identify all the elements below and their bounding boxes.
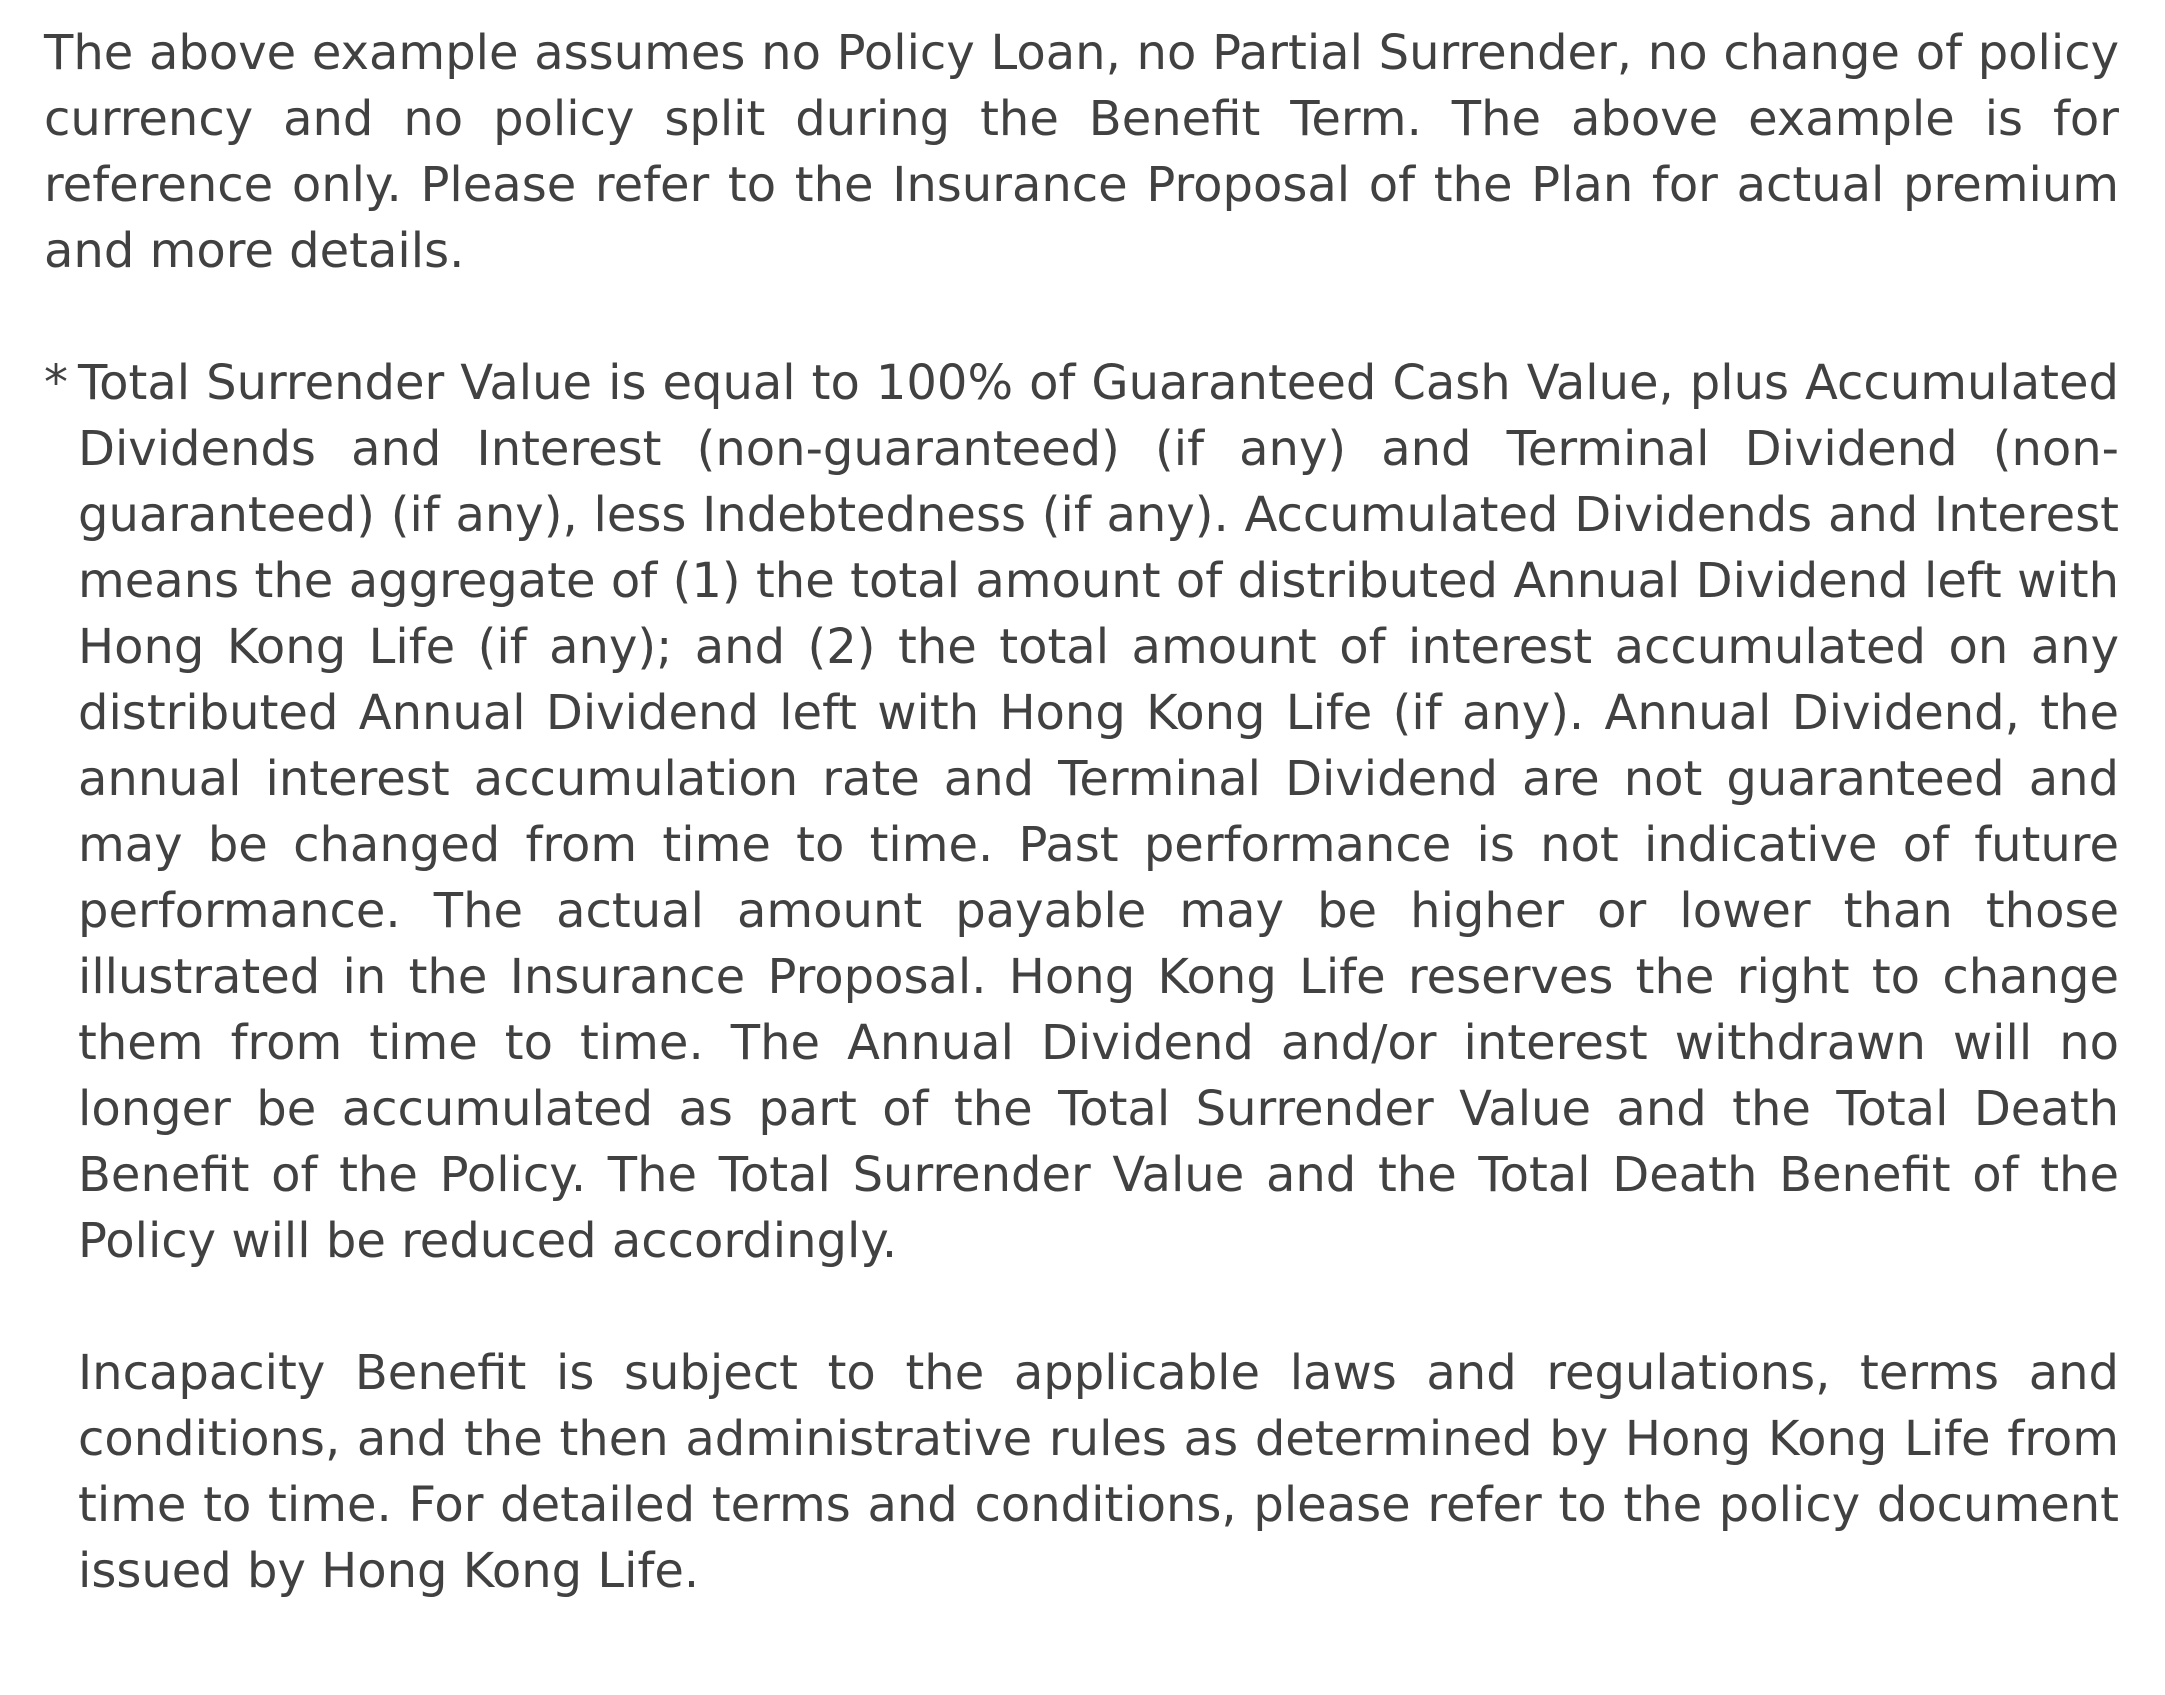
- document-page: [44, 20, 2119, 1604]
- total-surrender-value-footnote: [44, 350, 2119, 1274]
- footnote-marker: *: [44, 355, 68, 411]
- incapacity-benefit-paragraph: Incapacity Benefit is subject to the applicable laws and regulations, terms and conditions, and the then administrative rules as determined by Hong Kong Life from time to time. For detailed terms and conditions, please refer to the policy document issued by Hong Kong Life.: [78, 1345, 2119, 1599]
- example-disclaimer-paragraph: The above example assumes no Policy Loan, no Partial Surrender, no change of policy currency and no policy split during the Benefit Term. The above example is for reference only. Please refer to the Insurance Proposal of the Plan for actual premium and more details.: [44, 25, 2119, 279]
- footnote-text: Total Surrender Value is equal to 100% of Guaranteed Cash Value, plus Accumulated Dividends and Interest (non-guaranteed) (if any) and Terminal Dividend (non-guaranteed) (if any), less Indebtedness (if any). Accumulated Dividends and Interest means the aggregate of (1) the total amount of distributed Annual Dividend left with Hong Kong Life (if any); and (2) the total amount of interest accumulated on any distributed Annual Dividend left with Hong Kong Life (if any). Annual Dividend, the annual interest accumulation rate and Terminal Dividend are not guaranteed and may be changed from time to time. Past performance is not indicative of future performance. The actual amount payable may be higher or lower than those illustrated in the Insurance Proposal. Hong Kong Life reserves the right to change them from time to time. The Annual Dividend and/or interest withdrawn will no longer be accumulated as part of the Total Surrender Value and the Total Death Benefit of the Policy. The Total Surrender Value and the Total Death Benefit of the Policy will be reduced accordingly.: [78, 355, 2119, 1269]
